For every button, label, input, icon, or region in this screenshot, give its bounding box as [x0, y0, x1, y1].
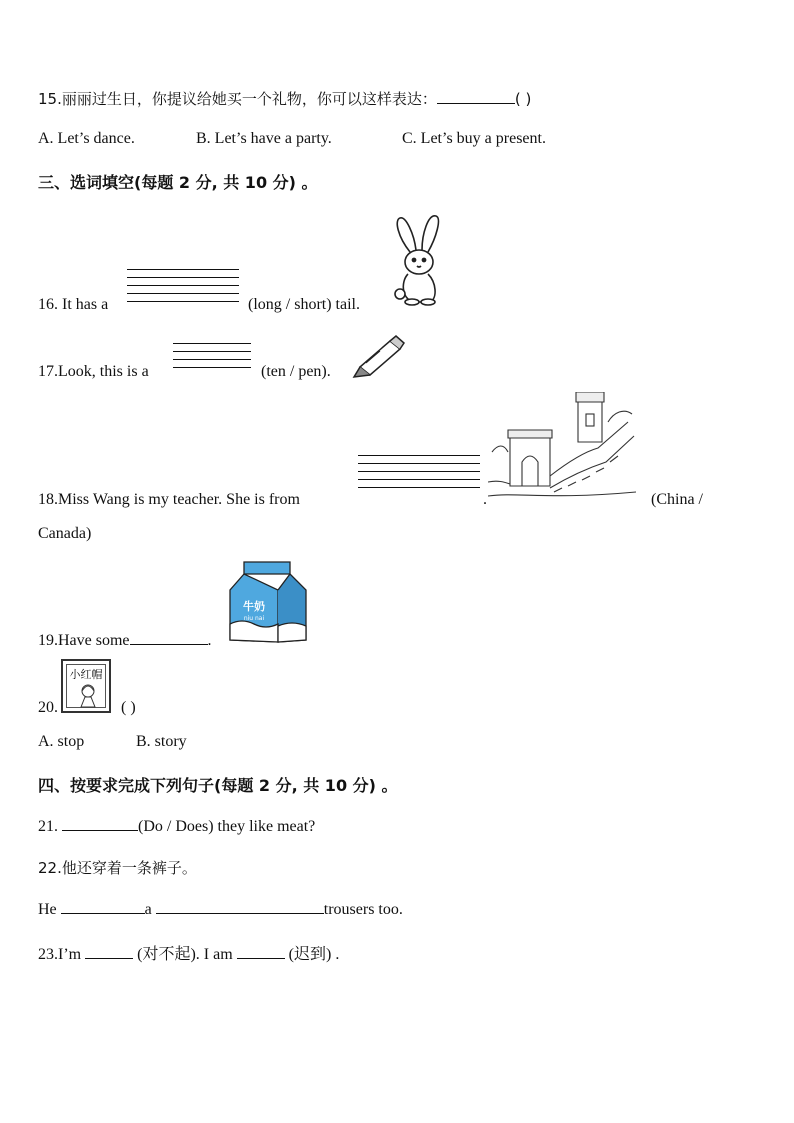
section4-title: 四、按要求完成下列句子(每题 2 分, 共 10 分) 。 — [38, 776, 398, 795]
q20-option-b: B. story — [136, 733, 187, 750]
q22-blank-2[interactable] — [156, 899, 324, 914]
milk-label: 牛奶 — [243, 600, 265, 613]
milk-pinyin: niu nai — [243, 615, 265, 622]
q15-option-a: A. Let’s dance. — [38, 130, 135, 147]
pen-illustration — [350, 333, 406, 379]
q15-blank[interactable] — [437, 89, 515, 104]
q22-word-trousers: trousers too. — [323, 901, 403, 918]
q17-writing-lines[interactable] — [173, 343, 251, 375]
q23-hint-2: (迟到) . — [288, 946, 340, 963]
q21-suffix: (Do / Does) they like meat? — [138, 818, 316, 835]
q15-paren: ( ) — [514, 90, 532, 108]
q23-line — [38, 941, 339, 964]
q19-prefix: 19.Have some — [38, 632, 130, 649]
q19-dot: . — [207, 632, 212, 649]
q18-dot: . — [483, 491, 487, 508]
q15-stem — [38, 88, 531, 109]
q18-choice-2: Canada) — [38, 525, 92, 542]
q18-prefix: 18.Miss Wang is my teacher. She is from — [38, 491, 300, 508]
q16-writing-lines[interactable] — [127, 269, 239, 309]
section3-title: 三、选词填空(每题 2 分, 共 10 分) 。 — [38, 173, 318, 192]
q22-cn: 22.他还穿着一条裤子。 — [38, 859, 197, 877]
q17-prefix: 17.Look, this is a — [38, 363, 149, 380]
q18-writing-lines[interactable] — [358, 455, 480, 495]
milk-carton-illustration — [228, 560, 308, 646]
q23-hint-1: (对不起). I am — [137, 946, 233, 963]
q22-word-he: He — [38, 901, 57, 918]
q21-prefix: 21. — [38, 818, 58, 835]
great-wall-illustration — [488, 392, 636, 508]
q18-choice-1: (China / — [651, 491, 703, 508]
q20-paren: ( ) — [121, 699, 136, 716]
book-title: 小红帽 — [69, 668, 103, 681]
girl-icon — [77, 683, 99, 709]
q19-line — [38, 630, 212, 650]
q15-option-c: C. Let’s buy a present. — [402, 130, 546, 147]
q19-blank[interactable] — [130, 630, 208, 645]
rabbit-illustration — [386, 212, 446, 310]
q20-option-a: A. stop — [38, 733, 85, 750]
q22-blank-1[interactable] — [61, 899, 145, 914]
q23-blank-2[interactable] — [237, 944, 285, 959]
q17-suffix: (ten / pen). — [261, 363, 331, 380]
q22-word-a: a — [144, 901, 152, 918]
story-book-illustration — [61, 659, 111, 713]
q16-suffix: (long / short) tail. — [248, 296, 360, 313]
q22-line — [38, 899, 403, 919]
q21-blank[interactable] — [62, 816, 138, 831]
q15-stem-text: 15.丽丽过生日，你提议给她买一个礼物，你可以这样表达： — [38, 90, 437, 108]
q23-blank-1[interactable] — [85, 944, 133, 959]
q16-prefix: 16. It has a — [38, 296, 109, 313]
q23-word-im: 23.I’m — [38, 946, 82, 963]
q21-line — [38, 816, 315, 836]
q15-option-b: B. Let’s have a party. — [196, 130, 332, 147]
q20-prefix: 20. — [38, 699, 58, 716]
